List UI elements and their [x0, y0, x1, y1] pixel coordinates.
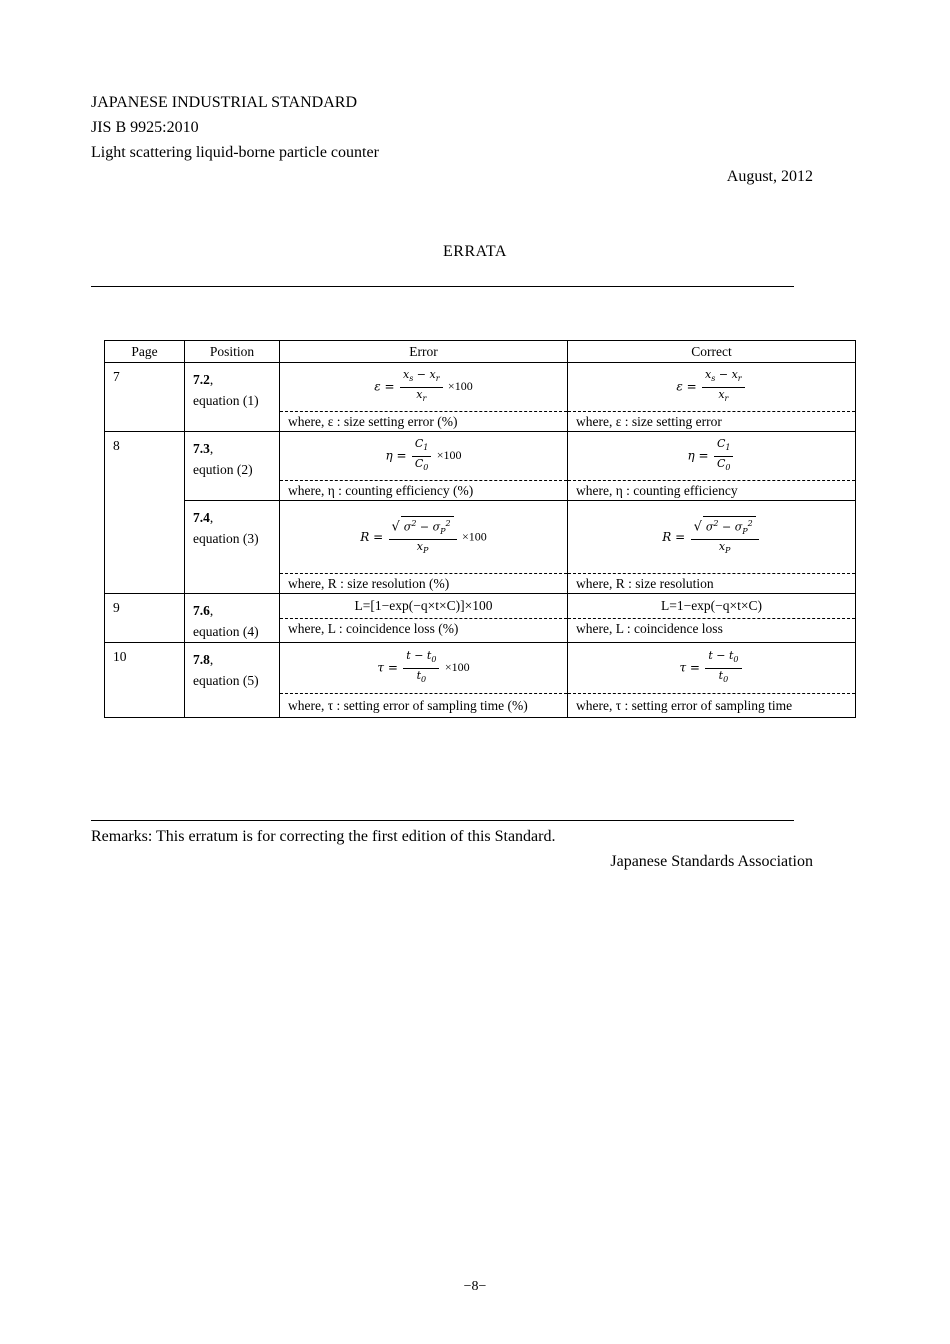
cell-position: 7.2, equation (1) [185, 363, 280, 432]
cell-page: 8 [105, 432, 185, 594]
correct-equation: η = $\frac{C_1}{C_0}$ [568, 432, 856, 481]
header-position: Position [185, 341, 280, 363]
errata-table [104, 340, 856, 718]
standard-type: JAPANESE INDUSTRIAL STANDARD [91, 94, 357, 111]
remarks: Remarks: This erratum is for correcting the first edition of this Standard. [91, 828, 556, 845]
standard-number: JIS B 9925:2010 [91, 119, 199, 136]
error-equation: τ = $\frac{t - t_0}{t_0}$ ×100 [280, 643, 568, 694]
table-row [105, 432, 856, 481]
issue-date: August, 2012 [726, 168, 813, 185]
correct-equation: L=1−exp(−q×t×C) [568, 594, 856, 619]
correct-equation: τ = $\frac{t - t_0}{t_0}$ [568, 643, 856, 694]
error-equation: ε = $\frac{x_s - x_r}{x_r}$ ×100 [280, 363, 568, 412]
error-equation: R = $\frac{√ \sigma^2 - \sigma_P^2}{x_P}$ ×100 [280, 501, 568, 574]
correct-definition: where, ε : size setting error [568, 412, 856, 432]
page-title: ERRATA [443, 243, 507, 260]
cell-page: 7 [105, 363, 185, 432]
error-definition: where, τ : setting error of sampling time (%) [280, 694, 568, 718]
correct-equation: ε = $\frac{x_s - x_r}{x_r}$ [568, 363, 856, 412]
table-row [105, 594, 856, 619]
header-error: Error [280, 341, 568, 363]
table-row [105, 501, 856, 574]
error-definition: where, ε : size setting error (%) [280, 412, 568, 432]
header-page: Page [105, 341, 185, 363]
cell-position: 7.6, equation (4) [185, 594, 280, 643]
top-divider [91, 286, 794, 287]
header-correct: Correct [568, 341, 856, 363]
correct-definition: where, R : size resolution [568, 574, 856, 594]
correct-definition: where, τ : setting error of sampling time [568, 694, 856, 718]
correct-equation: R = $\frac{√ \sigma^2 - \sigma_P^2}{x_P}$ [568, 501, 856, 574]
cell-position: 7.8, equation (5) [185, 643, 280, 718]
table-row [105, 643, 856, 694]
cell-position: 7.4, equation (3) [185, 501, 280, 594]
table-header-row [105, 341, 856, 363]
error-definition: where, R : size resolution (%) [280, 574, 568, 594]
standard-title: Light scattering liquid-borne particle counter [91, 144, 379, 161]
error-equation: L=[1−exp(−q×t×C)]×100 [280, 594, 568, 619]
error-equation: η = $\frac{C_1}{C_0}$ ×100 [280, 432, 568, 481]
bottom-divider [91, 820, 794, 821]
table-row [105, 363, 856, 412]
cell-page: 9 [105, 594, 185, 643]
correct-definition: where, η : counting efficiency [568, 481, 856, 501]
page-number: −8− [463, 1279, 487, 1294]
publisher: Japanese Standards Association [610, 853, 813, 870]
cell-page: 10 [105, 643, 185, 718]
correct-definition: where, L : coincidence loss [568, 619, 856, 643]
cell-position: 7.3, eqution (2) [185, 432, 280, 501]
error-definition: where, L : coincidence loss (%) [280, 619, 568, 643]
error-definition: where, η : counting efficiency (%) [280, 481, 568, 501]
